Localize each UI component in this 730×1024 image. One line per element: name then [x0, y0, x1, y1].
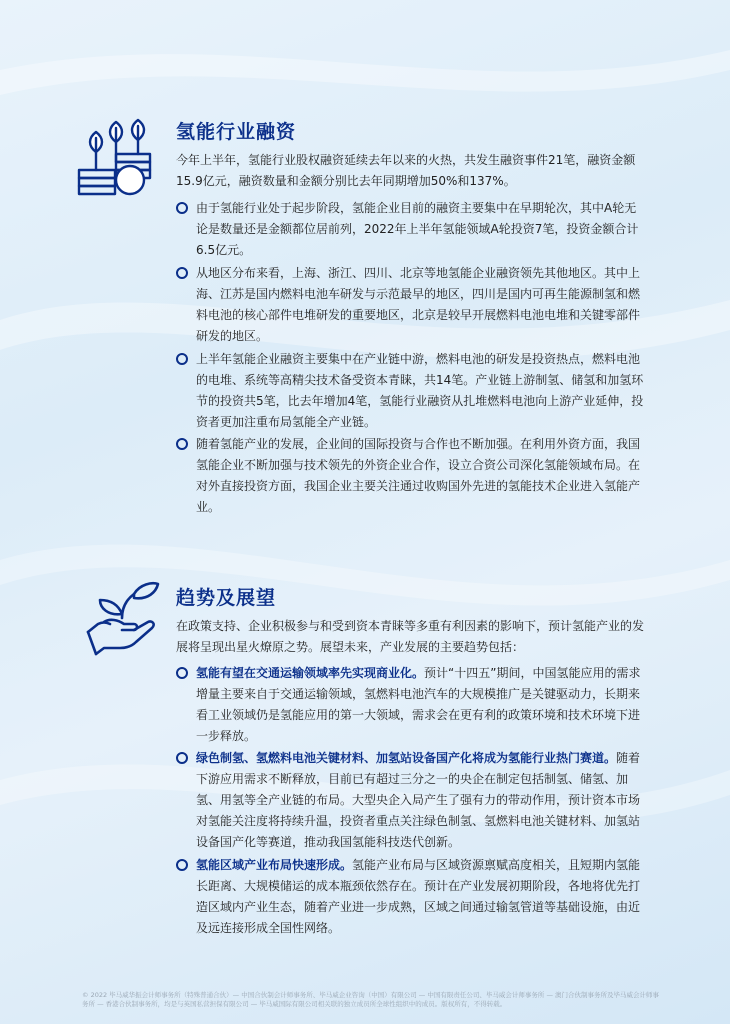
copyright-footer: © 2022 毕马威华振会计师事务所（特殊普通合伙）— 中国合伙制会计师事务所、毕马威企业咨询（中国）有限公司 — 中国有限责任公司、毕马威会计师事务所 — 澳门合伙制事务所及毕马威会计师事务所 — 香港合伙制事务所，均是与英国私营担保有限公司 — 毕马威国际有限公司相关联的独立成员所全球性组织中的成员。版权所有，不得转载。: [82, 991, 660, 1008]
bullet-body: 随着下游应用需求不断释放，目前已有超过三分之一的央企在制定包括制氢、储氢、加氢、用氢等全产业链的布局。大型央企入局产生了强有力的带动作用，预计资本市场对氢能关注度将持续升温，投资者重点关注绿色制氢、氢燃料电池关键材料、加氢站设备国产化等赛道，推动我国氢能科技迭代创新。: [196, 751, 641, 849]
bullet-circle-icon: [176, 267, 188, 279]
bullet-circle-icon: [176, 667, 188, 679]
bullet-circle-icon: [176, 353, 188, 365]
section1-bullet-3: [176, 349, 646, 433]
section1-title: 氢能行业融资: [176, 121, 297, 143]
bullet-circle-icon: [176, 859, 188, 871]
bullet-heading: 氢能区域产业布局快速形成。: [196, 858, 353, 872]
bullet-body: 预计“十四五”期间，中国氢能应用的需求增量主要来自于交通运输领域，氢燃料电池汽车的大规模推广是关键驱动力，长期来看工业领域仍是氢能应用的第一大领域，需求会在更有利的政策环境和技术环境下进一步释放。: [196, 666, 641, 743]
bullet-circle-icon: [176, 202, 188, 214]
bullet-text: [196, 855, 646, 939]
section2-bullet-3: [176, 855, 646, 939]
bullet-circle-icon: [176, 438, 188, 450]
section2-bullet-2: [176, 748, 646, 853]
bullet-text: [196, 663, 646, 747]
section1-bullet-1: [176, 198, 646, 261]
section1-bullet-2: [176, 263, 646, 347]
bullet-circle-icon: [176, 752, 188, 764]
bullet-heading: 氢能有望在交通运输领域率先实现商业化。: [196, 666, 425, 680]
section1-bullet-4: [176, 434, 646, 518]
bullet-text: [196, 748, 646, 853]
bullet-text: 从地区分布来看，上海、浙江、四川、北京等地氢能企业融资领先其他地区。其中上海、江苏是国内燃料电池车研发与示范最早的地区，四川是国内可再生能源制氢和燃料电池的核心部件电堆研发的重要地区，北京是较早开展燃料电池电堆和关键零部件研发的地区。: [196, 266, 641, 343]
bullet-heading: 绿色制氢、氢燃料电池关键材料、加氢站设备国产化将成为氢能行业热门赛道。: [196, 751, 617, 765]
bullet-text: 由于氢能行业处于起步阶段，氢能企业目前的融资主要集中在早期轮次，其中A轮无论是数量还是金额都位居前列，2022年上半年氢能领域A轮投资7笔，投资金额合计6.5亿元。: [196, 201, 639, 257]
bullet-body: 氢能产业布局与区域资源禀赋高度相关，且短期内氢能长距离、大规模储运的成本瓶颈依然存在。预计在产业发展初期阶段，各地将优先打造区域内产业生态，随着产业进一步成熟，区域之间通过输氢管道等基础设施，由近及远连接形成全国性网络。: [196, 858, 641, 935]
bullet-text: 随着氢能产业的发展，企业间的国际投资与合作也不断加强。在利用外资方面，我国氢能企业不断加强与技术领先的外资企业合作，设立合资公司深化氢能领域布局。在对外直接投资方面，我国企业主要关注通过收购国外先进的氢能技术企业进入氢能产业。: [196, 437, 641, 514]
section2-intro: 在政策支持、企业积极参与和受到资本青睐等多重有利因素的影响下，预计氢能产业的发展将呈现出星火燎原之势。展望未来，产业发展的主要趋势包括：: [176, 619, 645, 654]
section2-title: 趋势及展望: [176, 587, 277, 609]
section2-bullet-1: [176, 663, 646, 747]
bullet-text: 上半年氢能企业融资主要集中在产业链中游，燃料电池的研发是投资热点，燃料电池的电堆、系统等高精尖技术备受资本青睐，共14笔。产业链上游制氢、储氢和加氢环节的投资共5笔，比去年增加4笔，氢能行业融资从扎堆燃料电池向上游产业延伸，投资者更加注重布局氢能全产业链。: [196, 352, 644, 429]
hand-sprout-icon: [82, 578, 162, 658]
plant-coins-icon: [76, 118, 156, 200]
section1-intro: 今年上半年，氢能行业股权融资延续去年以来的火热，共发生融资事件21笔，融资金额15.9亿元，融资数量和金额分别比去年同期增加50%和137%。: [176, 153, 636, 188]
